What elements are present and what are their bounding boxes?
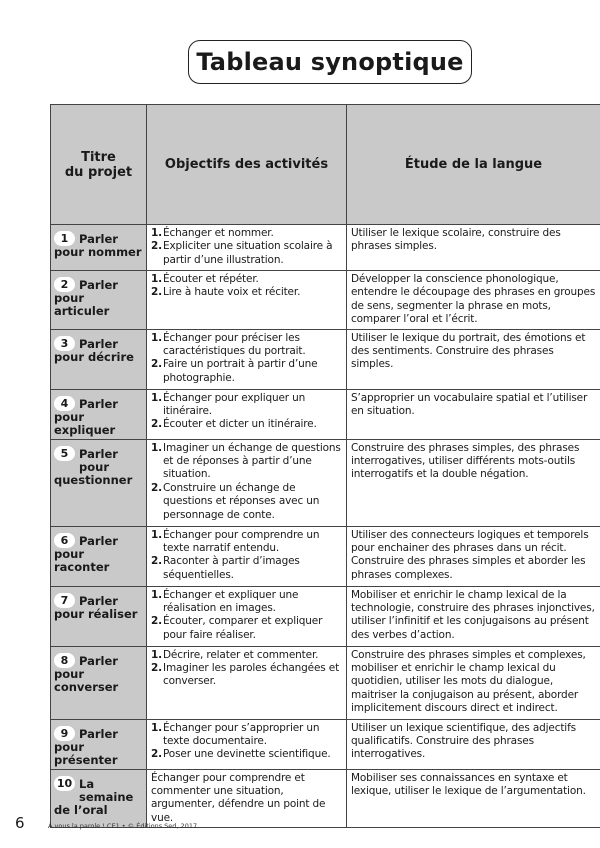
objective-item: [151, 722, 342, 749]
project-title-line2: pour expliquer: [54, 409, 116, 437]
objective-item: [151, 649, 342, 662]
table-row: [51, 646, 600, 719]
objectives-cell: [147, 389, 347, 439]
objective-text: Échanger pour expliquer un itinéraire.: [163, 391, 306, 418]
header-language-study: Étude de la langue: [347, 105, 600, 225]
objectives-cell: [147, 646, 347, 719]
objective-number: 2.: [151, 358, 162, 371]
table-header-row: [51, 105, 600, 225]
objectives-cell: [147, 225, 347, 271]
objectives-cell: [147, 271, 347, 330]
objective-item: [151, 332, 342, 359]
header-project-title: [51, 105, 147, 225]
project-number-badge: 8: [54, 653, 75, 668]
objectives-cell: [147, 329, 347, 389]
project-title-line2: pour raconter: [54, 546, 110, 574]
objective-item: [151, 615, 342, 642]
project-title-line1: Parler: [79, 396, 118, 411]
project-number-badge: 5: [54, 446, 75, 461]
language-study-cell: Utiliser le lexique scolaire, construire des phrases simples.: [347, 225, 600, 271]
project-number-badge: 9: [54, 726, 75, 741]
table-row: [51, 439, 600, 526]
project-title-cell: [51, 769, 147, 828]
table-row: [51, 526, 600, 586]
objective-text: Décrire, relater et commenter.: [163, 648, 319, 661]
project-title-cell: [51, 526, 147, 586]
project-title-line2: pour décrire: [54, 349, 134, 364]
objective-number: 2.: [151, 555, 162, 568]
table-row: [51, 769, 600, 828]
language-study-cell: S’approprier un vocabulaire spatial et l’utiliser en situation.: [347, 389, 600, 439]
objective-text: Échanger et expliquer une réalisation en images.: [163, 588, 299, 615]
project-number-badge: 3: [54, 336, 75, 351]
objective-number: 2.: [151, 240, 162, 253]
objective-text: Échanger pour comprendre un texte narratif entendu.: [163, 528, 320, 555]
objective-item: [151, 482, 342, 522]
language-study-cell: Utiliser un lexique scientifique, des adjectifs qualificatifs. Construire des phrases interrogatives.: [347, 719, 600, 769]
project-title-line2: questionner: [54, 472, 133, 487]
objective-text: Expliciter une situation scolaire à partir d’une illustration.: [163, 240, 333, 266]
objective-number: 2.: [151, 481, 162, 494]
project-title-line1: Parler: [79, 232, 118, 246]
project-title-cell: [51, 646, 147, 719]
objective-text: Imaginer un échange de questions et de réponses à partir d’une situation.: [163, 441, 341, 481]
project-title-line2: pour nommer: [54, 245, 142, 259]
language-study-cell: Construire des phrases simples et complexes, mobiliser et enrichir le champ lexical du quotidien, utiliser les mots du dialogue, maitriser la conjugaison au présent, aborder implicitement discours direct et indirect.: [347, 646, 600, 719]
synoptic-table: [50, 104, 600, 828]
header-project-title-line1: Titre: [81, 149, 116, 165]
objective-number: 1.: [151, 273, 162, 285]
objective-text: Échanger pour comprendre et commenter une situation, argumenter, défendre un point de vue.: [151, 771, 326, 824]
objective-number: 2.: [151, 662, 162, 675]
project-title-line2: pour présenter: [54, 739, 118, 767]
project-number-badge: 7: [54, 593, 75, 608]
objective-number: 1.: [151, 331, 162, 344]
objective-text: Imaginer les paroles échangées et converser.: [163, 662, 340, 688]
objective-item: [151, 748, 342, 761]
objective-number: 1.: [151, 391, 162, 404]
objective-number: 2.: [151, 615, 162, 628]
objective-text: Écouter et répéter.: [163, 273, 259, 285]
objectives-cell: [147, 586, 347, 646]
objectives-cell: [147, 526, 347, 586]
header-project-title-line2: du projet: [64, 164, 133, 180]
objective-text: Échanger et nommer.: [163, 227, 274, 239]
objectives-cell: [147, 769, 347, 828]
objective-number: 2.: [151, 418, 162, 431]
objective-number: 1.: [151, 588, 162, 601]
objective-item: [151, 418, 342, 431]
objective-item: [151, 227, 342, 240]
project-title-line1: Parler: [79, 336, 118, 351]
project-title-cell: [51, 271, 147, 330]
project-title-line1: Parler: [79, 593, 118, 608]
project-title-cell: [51, 719, 147, 769]
project-number-badge: 6: [54, 533, 75, 548]
objective-item: [151, 273, 342, 286]
table-row: [51, 389, 600, 439]
header-objectives: Objectifs des activités: [147, 105, 347, 225]
project-title-cell: [51, 586, 147, 646]
objective-number: 2.: [151, 748, 162, 761]
objective-text: Lire à haute voix et réciter.: [163, 286, 301, 299]
objective-item: [151, 529, 342, 556]
project-title-line2: pour réaliser: [54, 606, 138, 621]
project-number-badge: 10: [54, 776, 75, 791]
project-number-badge: 4: [54, 396, 75, 411]
objective-item: [151, 442, 342, 482]
objective-text: Échanger pour préciser les caractéristiques du portrait.: [163, 331, 306, 358]
language-study-cell: Développer la conscience phonologique, entendre le découpage des phrases en groupes de sens, segmenter la phrase en mots, comparer l’oral et l’écrit.: [347, 271, 600, 330]
objective-number: 1.: [151, 441, 162, 454]
project-number-badge: 1: [54, 231, 75, 246]
table-row: [51, 271, 600, 330]
objective-text: Faire un portrait à partir d’une photographie.: [163, 358, 318, 384]
objective-number: 1.: [151, 227, 162, 239]
table-row: [51, 719, 600, 769]
project-title-line1: Parler pour: [79, 446, 118, 474]
table-row: [51, 329, 600, 389]
objective-item: [151, 555, 342, 582]
language-study-cell: Utiliser des connecteurs logiques et temporels pour enchainer des phrases dans un récit. Construire des phrases simples et aborder les phrases complexes.: [347, 526, 600, 586]
objective-text: Poser une devinette scientifique.: [163, 748, 331, 761]
objective-number: 1.: [151, 721, 162, 734]
objectives-cell: [147, 719, 347, 769]
objective-text: Échanger pour s’approprier un texte documentaire.: [163, 721, 320, 748]
objective-item: [151, 392, 342, 419]
footer-credit: À vous la parole ! CE1 • © Éditions Sed, 2017.: [48, 822, 200, 830]
table-row: [51, 586, 600, 646]
project-title-cell: [51, 329, 147, 389]
project-title-line2: de l’oral: [54, 802, 108, 817]
project-title-line2: pour articuler: [54, 291, 110, 318]
objective-item: [151, 240, 342, 267]
objective-text: Construire un échange de questions et réponses avec un personnage de conte.: [163, 481, 320, 521]
language-study-cell: Mobiliser et enrichir le champ lexical de la technologie, construire des phrases injonctives, utiliser l’infinitif et les conjugaisons au présent des verbes d’action.: [347, 586, 600, 646]
objective-number: 1.: [151, 648, 162, 661]
language-study-cell: Utiliser le lexique du portrait, des émotions et des sentiments. Construire des phrases simples.: [347, 329, 600, 389]
objective-item: [151, 286, 342, 299]
objectives-cell: [147, 439, 347, 526]
language-study-cell: Mobiliser ses connaissances en syntaxe et lexique, utiliser le lexique de l’argumentation.: [347, 769, 600, 828]
project-title-line2: pour converser: [54, 666, 119, 694]
project-title-line1: Parler: [79, 533, 118, 548]
objective-item: [151, 662, 342, 689]
objective-number: 1.: [151, 528, 162, 541]
objective-text: Écouter et dicter un itinéraire.: [163, 418, 317, 431]
page-number: 6: [15, 814, 25, 832]
project-title-line1: Parler: [79, 726, 118, 741]
project-title-line1: La semaine: [79, 776, 134, 804]
project-title-line1: Parler: [79, 278, 118, 292]
objective-item: [151, 358, 342, 385]
table-row: [51, 225, 600, 271]
page-title: Tableau synoptique: [188, 40, 472, 84]
objective-number: 2.: [151, 286, 162, 299]
project-title-cell: [51, 225, 147, 271]
language-study-cell: Construire des phrases simples, des phrases interrogatives, utiliser différents mots-outils interrogatifs et la double négation.: [347, 439, 600, 526]
project-title-cell: [51, 439, 147, 526]
project-number-badge: 2: [54, 277, 75, 292]
objective-item: [151, 589, 342, 616]
objective-text: Écouter, comparer et expliquer pour faire réaliser.: [163, 615, 323, 641]
project-title-line1: Parler: [79, 653, 118, 668]
objective-text: Raconter à partir d’images séquentielles.: [163, 555, 300, 581]
project-title-cell: [51, 389, 147, 439]
